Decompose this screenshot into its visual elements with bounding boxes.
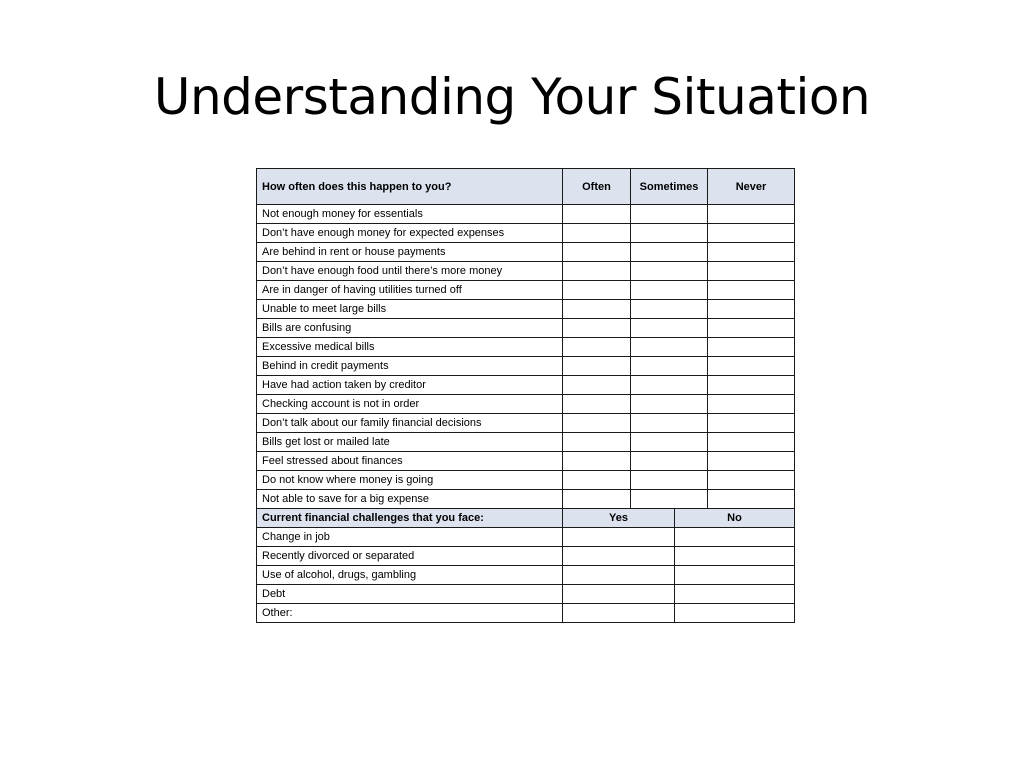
frequency-row bbox=[257, 300, 795, 319]
never-cell[interactable] bbox=[708, 224, 795, 243]
often-cell[interactable] bbox=[563, 414, 631, 433]
never-cell[interactable] bbox=[708, 490, 795, 509]
often-cell[interactable] bbox=[563, 319, 631, 338]
frequency-row-label: Unable to meet large bills bbox=[257, 300, 563, 319]
sometimes-cell[interactable] bbox=[631, 338, 708, 357]
survey-table-container bbox=[256, 168, 794, 623]
no-cell[interactable] bbox=[675, 528, 795, 547]
sometimes-cell[interactable] bbox=[631, 205, 708, 224]
no-cell[interactable] bbox=[675, 547, 795, 566]
often-cell[interactable] bbox=[563, 224, 631, 243]
frequency-row-label: Not able to save for a big expense bbox=[257, 490, 563, 509]
often-cell[interactable] bbox=[563, 490, 631, 509]
never-column-header: Never bbox=[708, 169, 795, 205]
frequency-row-label: Excessive medical bills bbox=[257, 338, 563, 357]
slide-title: Understanding Your Situation bbox=[153, 68, 871, 126]
often-cell[interactable] bbox=[563, 262, 631, 281]
often-cell[interactable] bbox=[563, 281, 631, 300]
never-cell[interactable] bbox=[708, 243, 795, 262]
sometimes-column-header: Sometimes bbox=[631, 169, 708, 205]
often-cell[interactable] bbox=[563, 300, 631, 319]
sometimes-cell[interactable] bbox=[631, 395, 708, 414]
frequency-row-label: Are behind in rent or house payments bbox=[257, 243, 563, 262]
frequency-row bbox=[257, 433, 795, 452]
frequency-row bbox=[257, 490, 795, 509]
no-cell[interactable] bbox=[675, 585, 795, 604]
often-cell[interactable] bbox=[563, 205, 631, 224]
frequency-header-row bbox=[257, 169, 795, 205]
sometimes-cell[interactable] bbox=[631, 262, 708, 281]
frequency-row bbox=[257, 243, 795, 262]
challenge-row bbox=[257, 566, 795, 585]
frequency-row bbox=[257, 452, 795, 471]
never-cell[interactable] bbox=[708, 452, 795, 471]
yes-cell[interactable] bbox=[563, 547, 675, 566]
yes-cell[interactable] bbox=[563, 528, 675, 547]
survey-table bbox=[256, 168, 795, 623]
frequency-row-label: Are in danger of having utilities turned off bbox=[257, 281, 563, 300]
yes-cell[interactable] bbox=[563, 566, 675, 585]
sometimes-cell[interactable] bbox=[631, 224, 708, 243]
never-cell[interactable] bbox=[708, 262, 795, 281]
never-cell[interactable] bbox=[708, 414, 795, 433]
sometimes-cell[interactable] bbox=[631, 243, 708, 262]
often-cell[interactable] bbox=[563, 471, 631, 490]
never-cell[interactable] bbox=[708, 300, 795, 319]
sometimes-cell[interactable] bbox=[631, 376, 708, 395]
frequency-row-label: Don’t talk about our family financial decisions bbox=[257, 414, 563, 433]
frequency-row bbox=[257, 395, 795, 414]
frequency-row bbox=[257, 319, 795, 338]
no-column-header: No bbox=[675, 509, 795, 528]
sometimes-cell[interactable] bbox=[631, 452, 708, 471]
frequency-row bbox=[257, 357, 795, 376]
frequency-row bbox=[257, 205, 795, 224]
frequency-row-label: Do not know where money is going bbox=[257, 471, 563, 490]
often-cell[interactable] bbox=[563, 395, 631, 414]
never-cell[interactable] bbox=[708, 376, 795, 395]
frequency-row-label: Have had action taken by creditor bbox=[257, 376, 563, 395]
frequency-row bbox=[257, 376, 795, 395]
sometimes-cell[interactable] bbox=[631, 319, 708, 338]
frequency-row-label: Feel stressed about finances bbox=[257, 452, 563, 471]
challenges-rows bbox=[257, 528, 795, 623]
never-cell[interactable] bbox=[708, 357, 795, 376]
often-cell[interactable] bbox=[563, 433, 631, 452]
often-cell[interactable] bbox=[563, 452, 631, 471]
frequency-row-label: Behind in credit payments bbox=[257, 357, 563, 376]
sometimes-cell[interactable] bbox=[631, 414, 708, 433]
yes-column-header: Yes bbox=[563, 509, 675, 528]
challenge-row bbox=[257, 547, 795, 566]
challenge-row-label: Other: bbox=[257, 604, 563, 623]
frequency-row bbox=[257, 471, 795, 490]
challenge-row-label: Recently divorced or separated bbox=[257, 547, 563, 566]
sometimes-cell[interactable] bbox=[631, 471, 708, 490]
yes-cell[interactable] bbox=[563, 604, 675, 623]
challenge-row-label: Change in job bbox=[257, 528, 563, 547]
challenges-header-row bbox=[257, 509, 795, 528]
never-cell[interactable] bbox=[708, 205, 795, 224]
frequency-row-label: Don’t have enough money for expected expenses bbox=[257, 224, 563, 243]
frequency-row bbox=[257, 281, 795, 300]
challenge-row bbox=[257, 528, 795, 547]
sometimes-cell[interactable] bbox=[631, 490, 708, 509]
often-cell[interactable] bbox=[563, 338, 631, 357]
often-cell[interactable] bbox=[563, 357, 631, 376]
frequency-row-label: Don’t have enough food until there’s more money bbox=[257, 262, 563, 281]
sometimes-cell[interactable] bbox=[631, 433, 708, 452]
frequency-row bbox=[257, 224, 795, 243]
frequency-row bbox=[257, 338, 795, 357]
often-column-header: Often bbox=[563, 169, 631, 205]
frequency-row-label: Bills get lost or mailed late bbox=[257, 433, 563, 452]
no-cell[interactable] bbox=[675, 566, 795, 585]
never-cell[interactable] bbox=[708, 471, 795, 490]
sometimes-cell[interactable] bbox=[631, 357, 708, 376]
never-cell[interactable] bbox=[708, 281, 795, 300]
never-cell[interactable] bbox=[708, 338, 795, 357]
challenge-row-label: Debt bbox=[257, 585, 563, 604]
frequency-row-label: Not enough money for essentials bbox=[257, 205, 563, 224]
frequency-row bbox=[257, 414, 795, 433]
sometimes-cell[interactable] bbox=[631, 300, 708, 319]
challenge-row bbox=[257, 585, 795, 604]
frequency-question-header: How often does this happen to you? bbox=[257, 169, 563, 205]
frequency-row-label: Bills are confusing bbox=[257, 319, 563, 338]
challenge-row-label: Use of alcohol, drugs, gambling bbox=[257, 566, 563, 585]
no-cell[interactable] bbox=[675, 604, 795, 623]
frequency-rows bbox=[257, 205, 795, 509]
frequency-row-label: Checking account is not in order bbox=[257, 395, 563, 414]
yes-cell[interactable] bbox=[563, 585, 675, 604]
challenges-question-header: Current financial challenges that you face: bbox=[257, 509, 563, 528]
often-cell[interactable] bbox=[563, 243, 631, 262]
challenge-row bbox=[257, 604, 795, 623]
never-cell[interactable] bbox=[708, 319, 795, 338]
never-cell[interactable] bbox=[708, 395, 795, 414]
frequency-row bbox=[257, 262, 795, 281]
never-cell[interactable] bbox=[708, 433, 795, 452]
often-cell[interactable] bbox=[563, 376, 631, 395]
sometimes-cell[interactable] bbox=[631, 281, 708, 300]
